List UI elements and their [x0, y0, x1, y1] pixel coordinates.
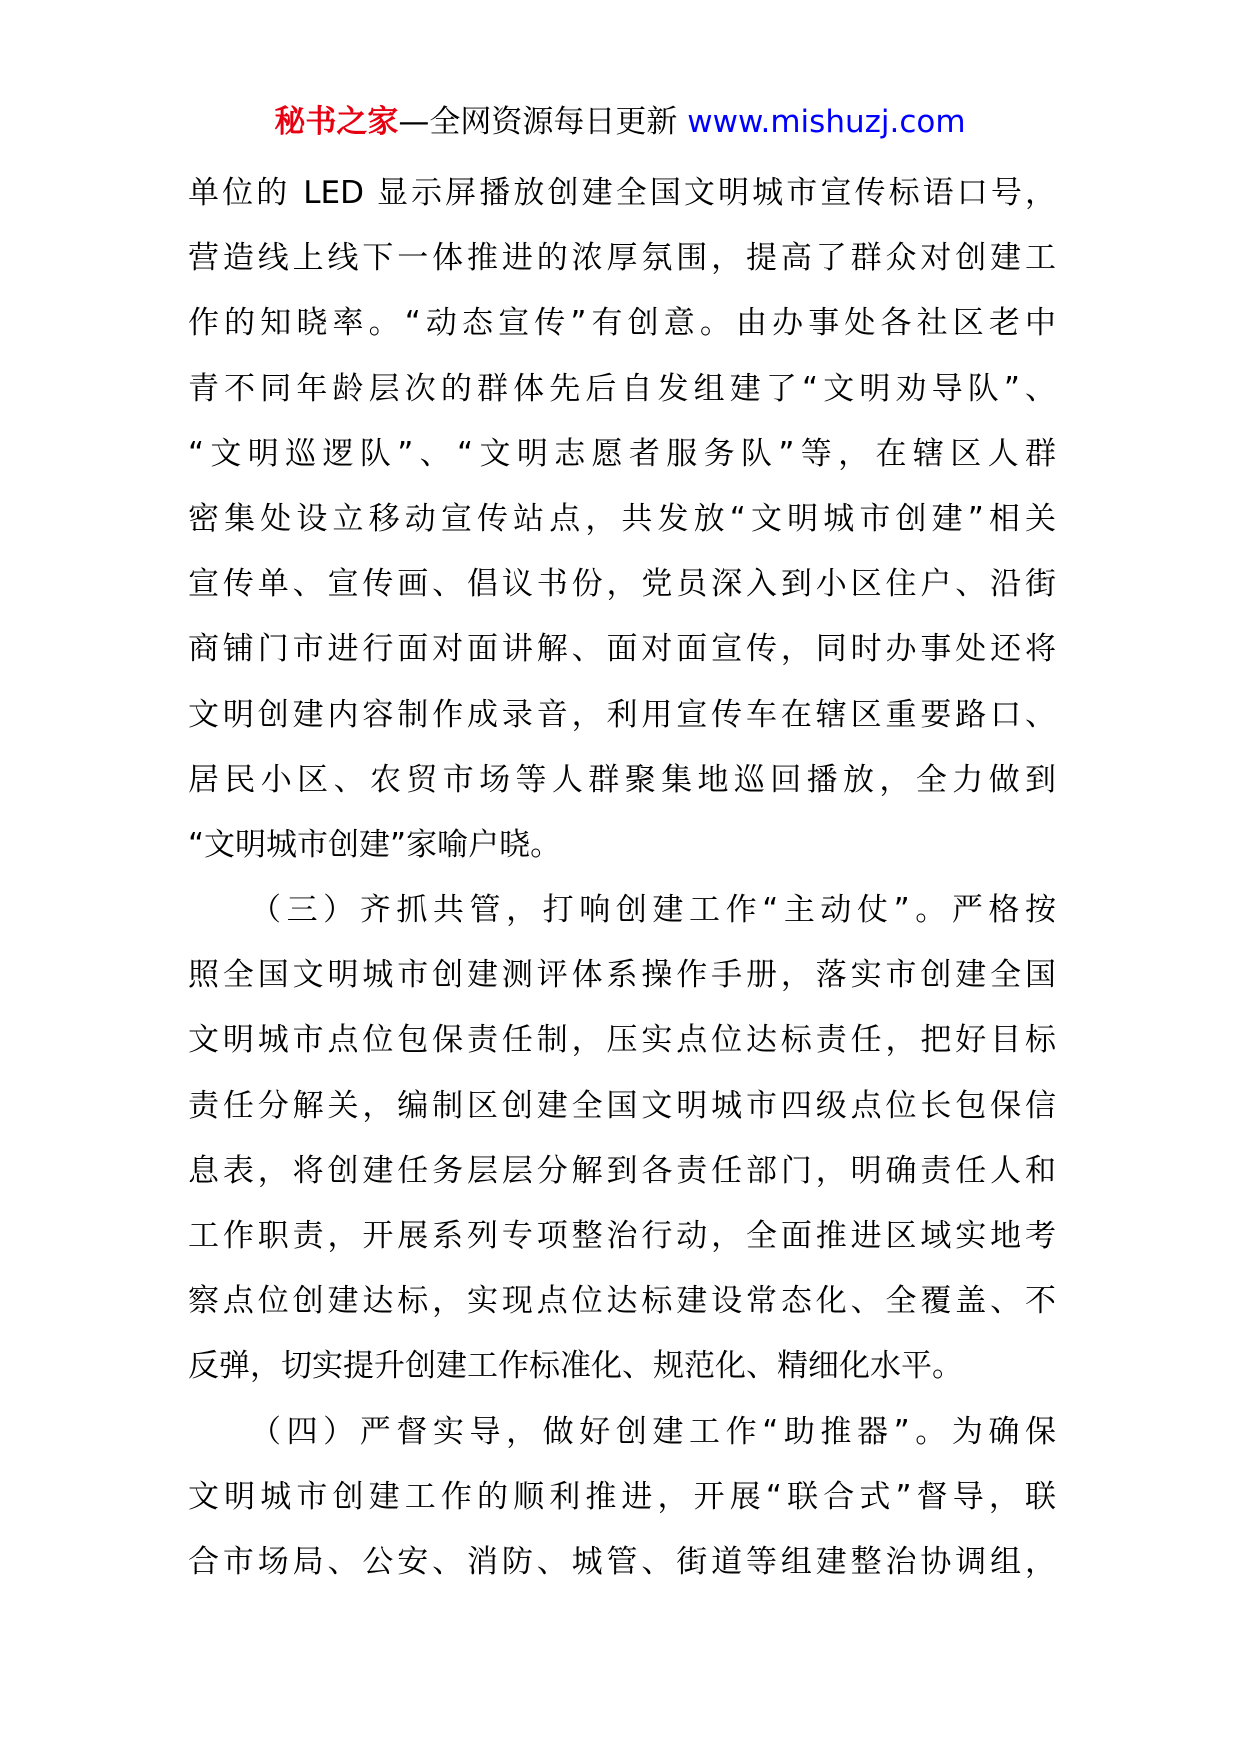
header-brand: 秘书之家: [274, 104, 399, 140]
text-line: 息表，将创建任务层层分解到各责任部门，明确责任人和: [188, 1152, 1056, 1189]
text-line: 青不同年龄层次的群体先后自发组建了“文明劝导队”、: [188, 370, 1056, 407]
text-line: 文明城市创建工作的顺利推进，开展“联合式”督导，联: [188, 1478, 1056, 1515]
text-line: 文明城市点位包保责任制，压实点位达标责任，把好目标: [188, 1022, 1056, 1059]
header-tagline: —全网资源每日更新: [398, 104, 688, 140]
document-body: [188, 161, 1056, 1595]
text-line: 工作职责，开展系列专项整治行动，全面推进区域实地考: [188, 1218, 1056, 1254]
text-line: 商铺门市进行面对面讲解、面对面宣传，同时办事处还将: [188, 631, 1056, 668]
header-site-link[interactable]: www.mishuzj.com: [687, 104, 966, 140]
paragraph-end-line: “文明城市创建”家喻户晓。: [188, 826, 562, 863]
section-heading-line: （四）严督实导，做好创建工作“助推器”。为确保: [250, 1413, 1056, 1450]
text-line: 密集处设立移动宣传站点，共发放“文明城市创建”相关: [188, 500, 1056, 537]
paragraph-end-line: 反弹，切实提升创建工作标准化、规范化、精细化水平。: [188, 1348, 963, 1385]
text-line: 单位的 LED 显示屏播放创建全国文明城市宣传标语口号，: [188, 175, 1056, 211]
text-line: “文明巡逻队”、“文明志愿者服务队”等，在辖区人群: [188, 435, 1056, 472]
text-line: 文明创建内容制作成录音，利用宣传车在辖区重要路口、: [188, 696, 1056, 733]
page-header: [0, 100, 1240, 144]
text-line: 合市场局、公安、消防、城管、街道等组建整治协调组，: [188, 1543, 1056, 1580]
text-line: 责任分解关，编制区创建全国文明城市四级点位长包保信: [188, 1087, 1056, 1124]
text-line: 营造线上线下一体推进的浓厚氛围，提高了群众对创建工: [188, 240, 1056, 277]
text-line: 察点位创建达标，实现点位达标建设常态化、全覆盖、不: [188, 1283, 1056, 1320]
section-heading-line: （三）齐抓共管，打响创建工作“主动仗”。严格按: [250, 892, 1056, 929]
text-line: 居民小区、农贸市场等人群聚集地巡回播放，全力做到: [188, 761, 1056, 798]
text-line: 照全国文明城市创建测评体系操作手册，落实市创建全国: [188, 957, 1056, 994]
text-line: 作的知晓率。“动态宣传”有创意。由办事处各社区老中: [188, 305, 1056, 342]
text-line: 宣传单、宣传画、倡议书份，党员深入到小区住户、沿街: [188, 566, 1056, 603]
